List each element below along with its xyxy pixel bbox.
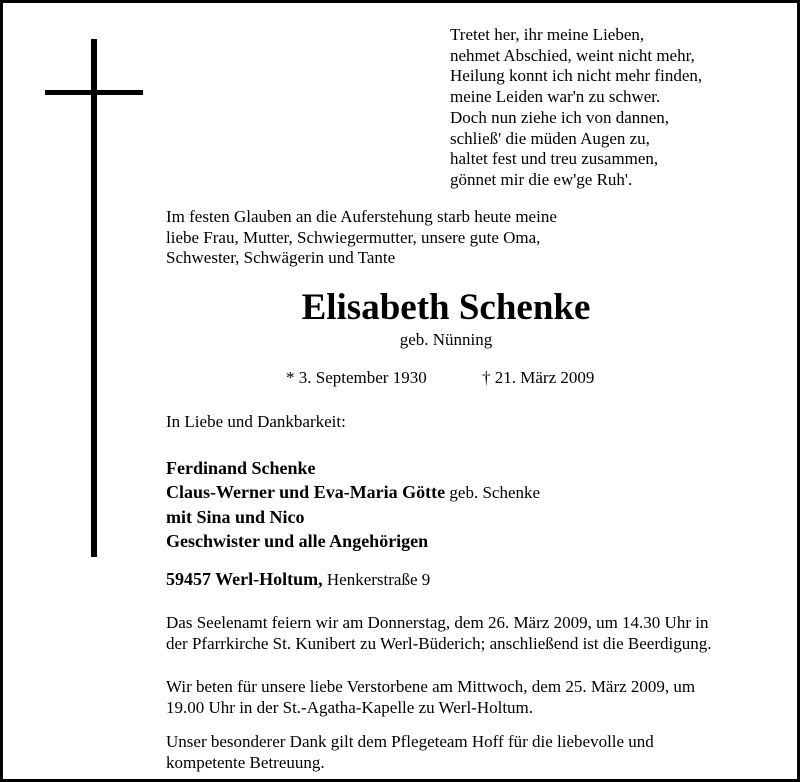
- maiden-name: geb. Nünning: [399, 330, 493, 349]
- thanks-line: In Liebe und Dankbarkeit:: [166, 412, 346, 431]
- maiden-note: geb. Schenke: [445, 483, 541, 502]
- paragraph-line: der Pfarrkirche St. Kunibert zu Werl-Büderich; anschließend ist die Beerdigung.: [166, 634, 712, 653]
- paragraph-line: kompetente Betreuung.: [166, 753, 325, 772]
- gratitude-paragraph: [166, 731, 654, 773]
- cross-horizontal-beam: [45, 90, 143, 95]
- paragraph-line: Unser besonderer Dank gilt dem Pflegeteam Hoff für die liebevolle und: [166, 732, 654, 751]
- poem-line: Heilung konnt ich nicht mehr finden,: [450, 66, 703, 86]
- prayer-paragraph: [166, 676, 695, 718]
- birth-date: * 3. September 1930: [286, 368, 427, 387]
- deceased-name: Elisabeth Schenke: [301, 287, 591, 328]
- poem-line: haltet fest und treu zusammen,: [450, 149, 659, 169]
- poem-line: meine Leiden war'n zu schwer.: [450, 87, 661, 107]
- mourner-line: Ferdinand Schenke: [166, 458, 316, 478]
- address: [166, 569, 430, 590]
- paragraph-line: Das Seelenamt feiern wir am Donnerstag, dem 26. März 2009, um 14.30 Uhr in: [166, 613, 709, 632]
- mourners-list: [166, 456, 540, 553]
- mourner-line: mit Sina und Nico: [166, 507, 305, 527]
- paragraph-line: Wir beten für unsere liebe Verstorbene am Mittwoch, dem 25. März 2009, um: [166, 677, 696, 696]
- poem-line: Tretet her, ihr meine Lieben,: [450, 25, 645, 44]
- address-street: Henkerstraße 9: [322, 570, 431, 589]
- poem-line: nehmet Abschied, weint nicht mehr,: [450, 45, 695, 65]
- intro-line: Schwester, Schwägerin und Tante: [166, 248, 396, 267]
- death-date: † 21. März 2009: [482, 368, 595, 387]
- intro-line: liebe Frau, Mutter, Schwiegermutter, unsere gute Oma,: [166, 227, 541, 247]
- intro-line: Im festen Glauben an die Auferstehung starb heute meine: [166, 207, 557, 226]
- requiem-paragraph: [166, 612, 711, 654]
- mourner-line: Geschwister und alle Angehörigen: [166, 531, 429, 551]
- poem-line: gönnet mir die ew'ge Ruh'.: [450, 169, 633, 189]
- poem-line: Doch nun ziehe ich von dannen,: [450, 107, 670, 127]
- intro-text: [166, 207, 557, 269]
- address-city: 59457 Werl-Holtum,: [166, 569, 323, 589]
- mourner-line: [166, 480, 540, 505]
- poem-line: schließ' die müden Augen zu,: [450, 128, 650, 148]
- mourner-names: Claus-Werner und Eva-Maria Götte: [166, 482, 446, 502]
- poem: [450, 25, 702, 191]
- paragraph-line: 19.00 Uhr in der St.-Agatha-Kapelle zu Werl-Holtum.: [166, 698, 534, 717]
